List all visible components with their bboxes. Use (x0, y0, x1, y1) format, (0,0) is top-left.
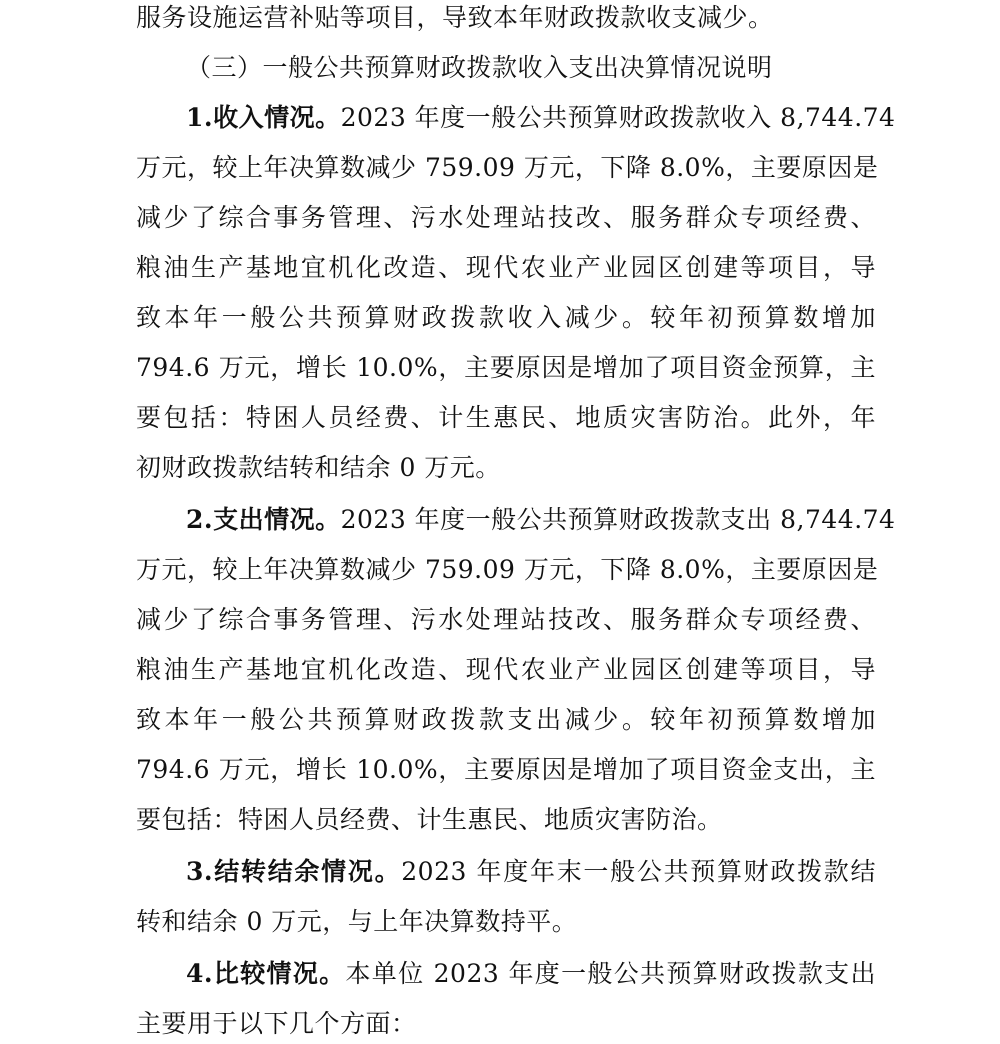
income-line: 要包括：特困人员经费、计生惠民、地质灾害防治。此外，年 (136, 403, 876, 432)
income-lead: 1.收入情况。 (186, 103, 341, 132)
comparison-first-line (186, 954, 876, 994)
income-first-line (186, 98, 896, 138)
expenditure-line: 794.6 万元，增长 10.0%，主要原因是增加了项目资金支出，主 (136, 755, 876, 784)
expenditure-first-line (186, 500, 896, 540)
expenditure-line: 万元，较上年决算数减少 759.09 万元，下降 8.0%，主要原因是 (136, 555, 879, 584)
expenditure-line: 要包括：特困人员经费、计生惠民、地质灾害防治。 (136, 805, 723, 834)
income-line: 初财政拨款结转和结余 0 万元。 (136, 453, 501, 482)
section-heading: （三）一般公共预算财政拨款收入支出决算情况说明 (186, 53, 773, 82)
carryover-line: 转和结余 0 万元，与上年决算数持平。 (136, 907, 578, 936)
expenditure-line: 减少了综合事务管理、污水处理站技改、服务群众专项经费、 (136, 605, 876, 634)
income-line: 致本年一般公共预算财政拨款收入减少。较年初预算数增加 (136, 303, 876, 332)
income-line: 粮油生产基地宜机化改造、现代农业产业园区创建等项目，导 (136, 253, 876, 282)
income-line: 794.6 万元，增长 10.0%，主要原因是增加了项目资金预算，主 (136, 353, 876, 382)
comparison-lead: 4.比较情况。 (186, 959, 346, 988)
expenditure-line: 粮油生产基地宜机化改造、现代农业产业园区创建等项目，导 (136, 655, 876, 684)
intro-tail-line: 服务设施运营补贴等项目，导致本年财政拨款收支减少。 (136, 3, 774, 32)
income-line: 万元，较上年决算数减少 759.09 万元，下降 8.0%，主要原因是 (136, 153, 879, 182)
expenditure-line: 致本年一般公共预算财政拨款支出减少。较年初预算数增加 (136, 705, 876, 734)
comparison-text: 本单位 2023 年度一般公共预算财政拨款支出 (345, 959, 876, 988)
comparison-line: 主要用于以下几个方面： (136, 1009, 417, 1038)
income-line: 减少了综合事务管理、污水处理站技改、服务群众专项经费、 (136, 203, 876, 232)
expenditure-text: 2023 年度一般公共预算财政拨款支出 8,744.74 (340, 505, 896, 534)
income-text: 2023 年度一般公共预算财政拨款收入 8,744.74 (340, 103, 896, 132)
carryover-text: 2023 年度年末一般公共预算财政拨款结 (401, 857, 876, 886)
carryover-first-line (186, 852, 876, 892)
expenditure-lead: 2.支出情况。 (186, 505, 341, 534)
carryover-lead: 3.结转结余情况。 (186, 857, 402, 886)
